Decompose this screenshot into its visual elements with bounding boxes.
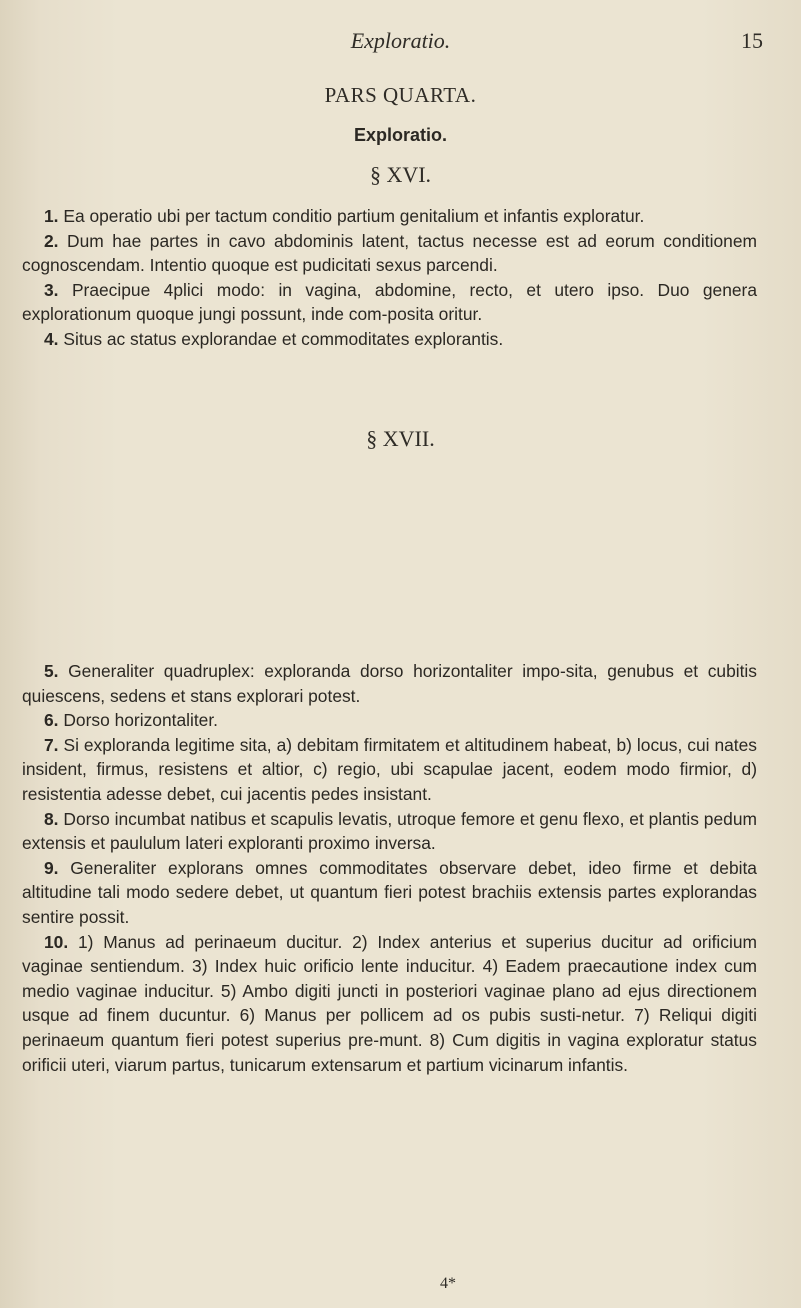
sub-heading: Exploratio.	[353, 125, 447, 145]
paragraph-number: 3.	[44, 279, 59, 300]
paragraph-7	[22, 733, 757, 807]
section-mark-xvii: § XVII.	[366, 426, 435, 451]
section-xvi-body	[22, 204, 757, 352]
paragraph-1	[22, 204, 757, 229]
paragraph-5	[22, 659, 757, 708]
paragraph-6	[22, 708, 757, 733]
paragraph-number: 6.	[44, 710, 59, 731]
paragraph-text: Praecipue 4plici modo: in vagina, abdomine, recto, et utero ipso. Duo genera explorationum quoque jungi possunt, inde com-posita oritur.	[22, 279, 757, 325]
paragraph-number: 7.	[44, 734, 59, 755]
paragraph-text: Generaliter quadruplex: exploranda dorso horizontaliter impo-sita, genubus et cubitis quiescens, sedens et stans explorari potest.	[22, 661, 757, 706]
section-xvii-body	[22, 659, 757, 1077]
paragraph-4	[22, 327, 757, 352]
paragraph-text: Situs ac status explorandae et commoditates explorantis.	[63, 328, 504, 349]
paragraph-text: Dorso horizontaliter.	[63, 710, 219, 731]
paragraph-10	[22, 930, 757, 1078]
paragraph-text: Si exploranda legitime sita, a) debitam firmitatem et altitudinem habeat, b) locus, cui nates insident, firmus, resistens et altior, c) regio, ubi scapulae jacent, eodem modo firmior, d) resistentia adesse debet, cui jacentis pedes insistant.	[22, 734, 757, 804]
paragraph-text: Dum hae partes in cavo abdominis latent, tactus necesse est ad eorum conditionem cognoscendam. Intentio quoque est pudicitati sexus parcendi.	[22, 230, 757, 276]
paragraph-2	[22, 229, 757, 278]
paragraph-text: Generaliter explorans omnes commoditates observare debet, ideo firme et debita altitudine tali modo sedere debet, ut quantum fieri potest brachiis extensis partes explorandas sentire possit.	[22, 857, 757, 927]
paragraph-number: 8.	[44, 808, 59, 829]
paragraph-number: 9.	[44, 857, 59, 878]
paragraph-number: 2.	[44, 230, 59, 251]
running-head	[0, 22, 801, 62]
paragraph-text: 1) Manus ad perinaeum ducitur. 2) Index anterius et superius ducitur ad orificium vaginae sentiendum. 3) Index huic orificio lente inducitur. 4) Eadem praecautione index cum medio vaginae inducitur. 5) Ambo digiti juncti in posteriori vaginae plano ad ejus directionem usque ad finem ducuntur. 6) Manus per pollicem ad os pubis susti-netur. 7) Reliqui digiti perinaeum quantum fieri potest superius pre-munt. 8) Cum digitis in vagina exploratur status orificii uteri, viarum partus, tunicarum extensarum et partium vicinarum infantis.	[22, 931, 757, 1075]
paragraph-text: Dorso incumbat natibus et scapulis levatis, utroque femore et genu flexo, et plantis pedum extensis et paululum lateri exploranti proximo inversa.	[22, 808, 757, 854]
paragraph-number: 10.	[44, 931, 69, 952]
paragraph-8	[22, 807, 757, 856]
paragraph-3	[22, 278, 757, 327]
paragraph-9	[22, 856, 757, 930]
paragraph-number: 1.	[44, 206, 59, 226]
paragraph-text: Ea operatio ubi per tactum conditio partium genitalium et infantis exploratur.	[63, 206, 645, 226]
page-number: 15	[741, 28, 763, 53]
paragraph-number: 5.	[44, 661, 59, 681]
part-heading: PARS QUARTA.	[324, 83, 477, 107]
running-title: Exploratio.	[350, 28, 451, 53]
paragraph-number: 4.	[44, 328, 59, 349]
section-mark-xvi: § XVI.	[369, 162, 432, 187]
signature-mark: 4*	[440, 1275, 456, 1292]
